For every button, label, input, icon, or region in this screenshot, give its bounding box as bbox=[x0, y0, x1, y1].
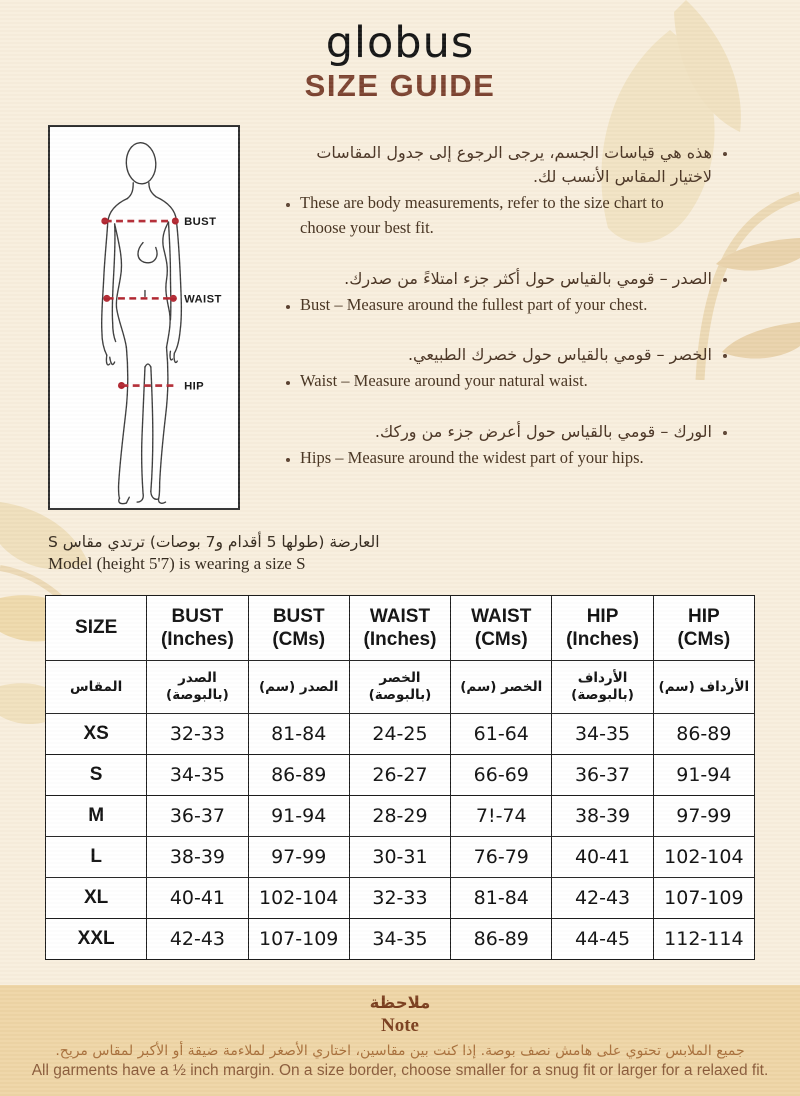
table-row bbox=[46, 878, 755, 919]
waist-dot-right bbox=[170, 295, 177, 302]
size-label: XS bbox=[46, 714, 147, 755]
table-cell: 76-79 bbox=[451, 837, 552, 878]
model-note bbox=[48, 531, 380, 576]
note-heading-ar: ملاحظة bbox=[369, 993, 431, 1012]
header-size: SIZE bbox=[46, 596, 147, 661]
body-diagram bbox=[50, 127, 238, 508]
note-heading-en: Note bbox=[381, 1015, 419, 1036]
header-size-ar: المقاس bbox=[46, 661, 147, 714]
measurement-diagram-panel bbox=[48, 125, 240, 510]
table-cell: 97-99 bbox=[653, 796, 754, 837]
instruction-group-waist bbox=[280, 343, 732, 394]
table-cell: 30-31 bbox=[349, 837, 450, 878]
table-cell: 97-99 bbox=[248, 837, 349, 878]
header-waist-cms-ar: الخصر (سم) bbox=[451, 661, 552, 714]
table-cell: 34-35 bbox=[349, 919, 450, 960]
header-bust-cms: BUST (CMs) bbox=[248, 596, 349, 661]
waist-dot-left bbox=[103, 295, 110, 302]
size-label: XXL bbox=[46, 919, 147, 960]
table-cell: 107-109 bbox=[653, 878, 754, 919]
size-label: L bbox=[46, 837, 147, 878]
page-header bbox=[0, 20, 800, 104]
instruction-waist-en: • Waist – Measure around your natural waist. bbox=[300, 369, 712, 394]
table-cell: 36-37 bbox=[552, 755, 653, 796]
instruction-hip-en: • Hips – Measure around the widest part of your hips. bbox=[300, 446, 712, 471]
header-waist-inches: WAIST (Inches) bbox=[349, 596, 450, 661]
table-cell: 86-89 bbox=[653, 714, 754, 755]
table-row bbox=[46, 714, 755, 755]
size-label: M bbox=[46, 796, 147, 837]
table-row bbox=[46, 796, 755, 837]
header-waist-cms: WAIST (CMs) bbox=[451, 596, 552, 661]
size-label: S bbox=[46, 755, 147, 796]
page-title: SIZE GUIDE bbox=[304, 68, 496, 104]
table-cell: 86-89 bbox=[451, 919, 552, 960]
table-row bbox=[46, 755, 755, 796]
header-waist-inches-ar: الخصر (بالبوصة) bbox=[349, 661, 450, 714]
table-cell: 42-43 bbox=[552, 878, 653, 919]
table-row bbox=[46, 837, 755, 878]
table-cell: 81-84 bbox=[451, 878, 552, 919]
hip-dot-left bbox=[118, 382, 125, 389]
female-silhouette bbox=[102, 142, 182, 504]
bust-dot-left bbox=[101, 218, 108, 225]
model-note-en: Model (height 5'7) is wearing a size S bbox=[48, 554, 306, 574]
table-cell: 38-39 bbox=[147, 837, 248, 878]
table-cell: 86-89 bbox=[248, 755, 349, 796]
header-hip-cms-ar: الأرداف (سم) bbox=[653, 661, 754, 714]
table-cell: 32-33 bbox=[147, 714, 248, 755]
table-cell: 26-27 bbox=[349, 755, 450, 796]
instruction-bust-ar: • الصدر – قومي بالقياس حول أكثر جزء امتلاءً من صدرك. bbox=[300, 267, 712, 291]
table-cell: 34-35 bbox=[147, 755, 248, 796]
instruction-general-en: • These are body measurements, refer to the size chart to choose your best fit. bbox=[300, 191, 712, 241]
table-cell: 107-109 bbox=[248, 919, 349, 960]
table-cell: 32-33 bbox=[349, 878, 450, 919]
table-cell: 61-64 bbox=[451, 714, 552, 755]
header-hip-inches: HIP (Inches) bbox=[552, 596, 653, 661]
table-cell: 112-114 bbox=[653, 919, 754, 960]
note-section bbox=[0, 985, 800, 1096]
table-cell: 42-43 bbox=[147, 919, 248, 960]
instruction-group-bust bbox=[280, 267, 732, 318]
instruction-group-general bbox=[280, 141, 732, 241]
table-cell: 91-94 bbox=[248, 796, 349, 837]
note-body-ar: جميع الملابس تحتوي على هامش نصف بوصة. إذا كنت بين مقاسين، اختاري الأصغر لملاءمة ضيقة أو الأكبر لمقاس مريح. bbox=[55, 1043, 745, 1059]
size-label: XL bbox=[46, 878, 147, 919]
header-bust-cms-ar: الصدر (سم) bbox=[248, 661, 349, 714]
size-chart-table bbox=[45, 595, 755, 960]
waist-label: WAIST bbox=[184, 293, 222, 306]
table-cell: 66-69 bbox=[451, 755, 552, 796]
instruction-hip-ar: • الورك – قومي بالقياس حول أعرض جزء من وركك. bbox=[300, 420, 712, 444]
brand-logo: globus bbox=[325, 18, 475, 68]
instructions-list bbox=[280, 141, 732, 497]
table-cell: 91-94 bbox=[653, 755, 754, 796]
measurement-lines bbox=[101, 216, 221, 393]
table-cell: 36-37 bbox=[147, 796, 248, 837]
instruction-bust-en: • Bust – Measure around the fullest part of your chest. bbox=[300, 293, 712, 318]
hip-label: HIP bbox=[184, 380, 205, 393]
table-row bbox=[46, 919, 755, 960]
table-cell: 7!-74 bbox=[451, 796, 552, 837]
model-note-ar: العارضة (طولها 5 أقدام و7 بوصات) ترتدي مقاس S bbox=[48, 533, 380, 551]
note-body-en: All garments have a ½ inch margin. On a size border, choose smaller for a snug fit or larger for a relaxed fit. bbox=[31, 1062, 769, 1079]
header-hip-cms: HIP (CMs) bbox=[653, 596, 754, 661]
table-cell: 38-39 bbox=[552, 796, 653, 837]
table-cell: 44-45 bbox=[552, 919, 653, 960]
bust-label: BUST bbox=[184, 215, 217, 228]
instruction-general-ar: • هذه هي قياسات الجسم، يرجى الرجوع إلى جدول المقاسات لاختيار المقاس الأنسب لك. bbox=[300, 141, 712, 189]
table-header-row-english bbox=[46, 596, 755, 661]
table-cell: 81-84 bbox=[248, 714, 349, 755]
header-bust-inches: BUST (Inches) bbox=[147, 596, 248, 661]
header-bust-inches-ar: الصدر (بالبوصة) bbox=[147, 661, 248, 714]
instruction-group-hip bbox=[280, 420, 732, 471]
table-cell: 102-104 bbox=[653, 837, 754, 878]
table-cell: 40-41 bbox=[147, 878, 248, 919]
table-cell: 102-104 bbox=[248, 878, 349, 919]
table-cell: 24-25 bbox=[349, 714, 450, 755]
table-cell: 28-29 bbox=[349, 796, 450, 837]
header-hip-inches-ar: الأرداف (بالبوصة) bbox=[552, 661, 653, 714]
instruction-waist-ar: • الخصر – قومي بالقياس حول خصرك الطبيعي. bbox=[300, 343, 712, 367]
table-cell: 34-35 bbox=[552, 714, 653, 755]
table-header-row-arabic bbox=[46, 661, 755, 714]
table-cell: 40-41 bbox=[552, 837, 653, 878]
bust-dot-right bbox=[172, 218, 179, 225]
